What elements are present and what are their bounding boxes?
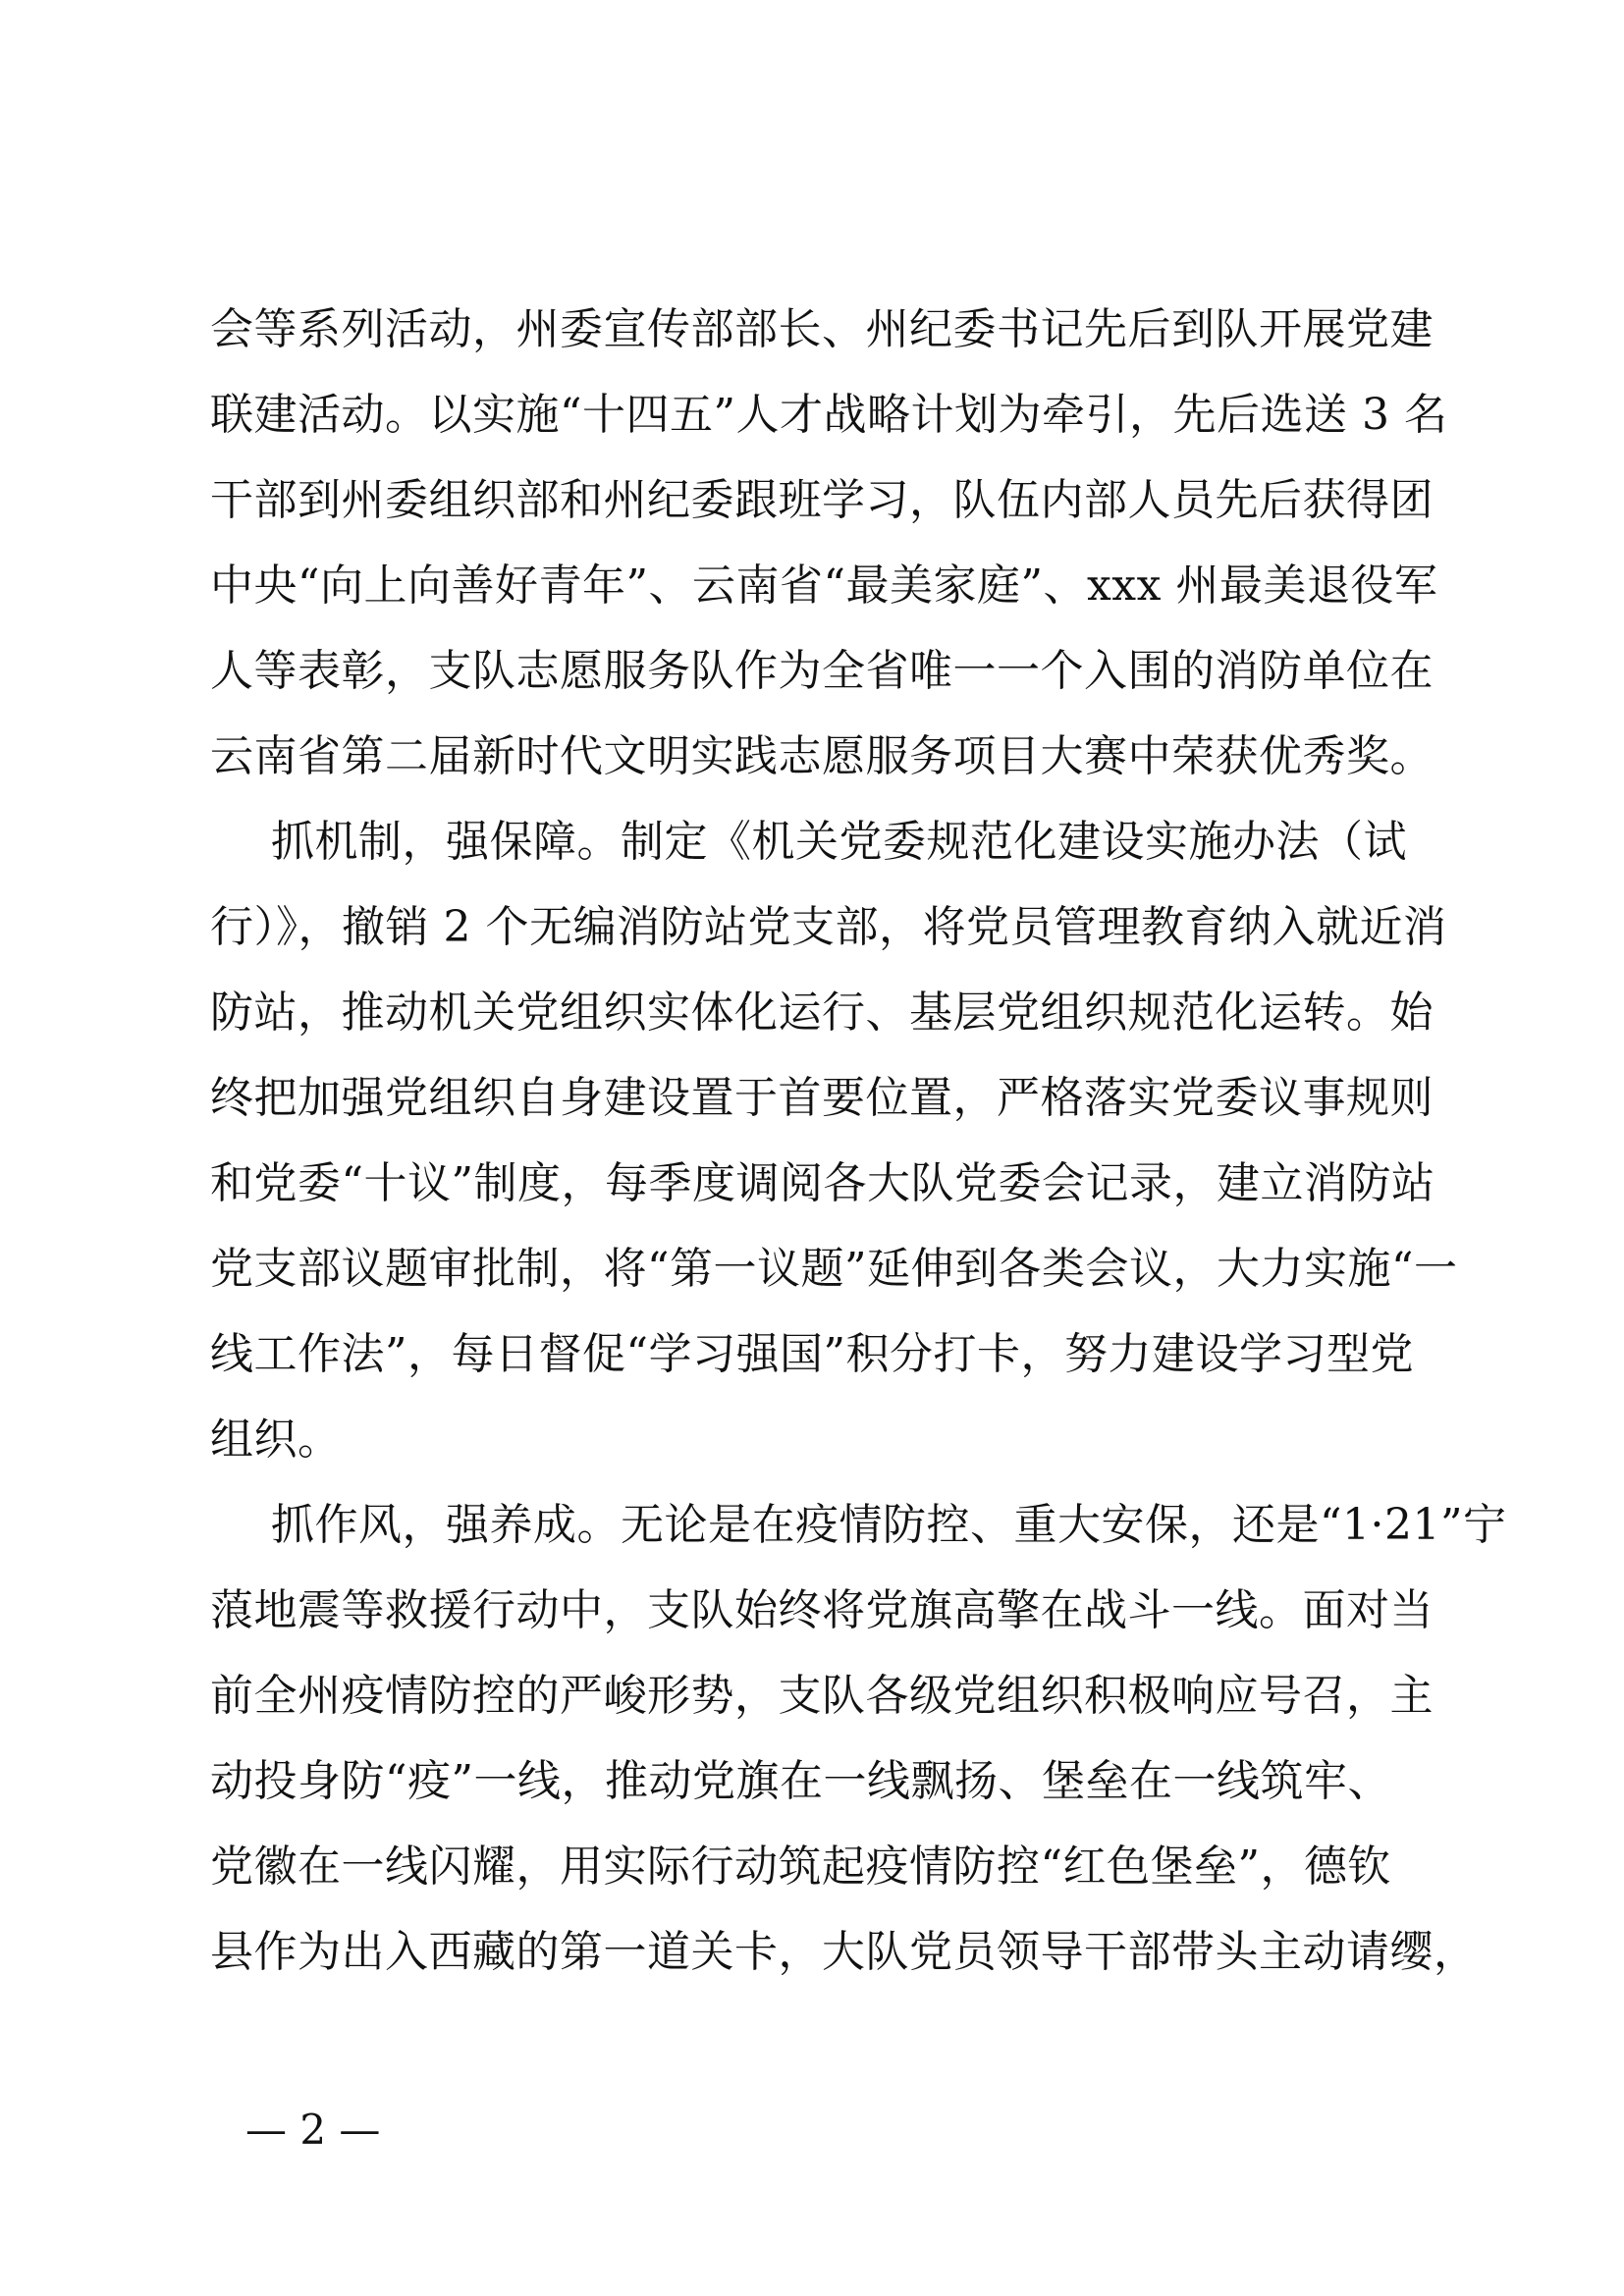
text-line: 会等系列活动，州委宣传部部长、州纪委书记先后到队开展党建	[210, 304, 1434, 354]
paragraph-start-line: 抓作风，强养成。无论是在疫情防控、重大安保，还是“1·21”宁	[271, 1500, 1507, 1550]
paragraph-start-line: 抓机制，强保障。制定《机关党委规范化建设实施办法（试	[271, 817, 1407, 867]
text-line: 党支部议题审批制，将“第一议题”延伸到各类会议，大力实施“一	[210, 1244, 1458, 1294]
text-line: 县作为出入西藏的第一道关卡，大队党员领导干部带头主动请缨，	[210, 1927, 1478, 1977]
text-line: 动投身防“疫”一线，推动党旗在一线飘扬、堡垒在一线筑牢、	[210, 1756, 1391, 1806]
text-line: 中央“向上向善好青年”、云南省“最美家庭”、xxx 州最美退役军	[210, 561, 1438, 611]
text-line: 和党委“十议”制度，每季度调阅各大队党委会记录，建立消防站	[210, 1158, 1435, 1208]
text-line: 线工作法”，每日督促“学习强国”积分打卡，努力建设学习型党	[210, 1329, 1414, 1379]
text-line: 云南省第二届新时代文明实践志愿服务项目大赛中荣获优秀奖。	[210, 731, 1434, 781]
text-line: 人等表彰，支队志愿服务队作为全省唯一一个入围的消防单位在	[210, 646, 1434, 696]
page-number: — 2 —	[245, 2106, 381, 2154]
body-text	[210, 287, 1507, 1995]
text-line: 行）》，撤销 2 个无编消防站党支部，将党员管理教育纳入就近消	[210, 902, 1447, 952]
text-line: 党徽在一线闪耀，用实际行动筑起疫情防控“红色堡垒”，德钦	[210, 1842, 1391, 1892]
text-line: 蒗地震等救援行动中，支队始终将党旗高擎在战斗一线。面对当	[210, 1585, 1434, 1635]
text-line: 干部到州委组织部和州纪委跟班学习，队伍内部人员先后获得团	[210, 475, 1434, 525]
text-line: 组织。	[210, 1415, 342, 1465]
text-line: 防站，推动机关党组织实体化运行、基层党组织规范化运转。始	[210, 988, 1434, 1038]
text-line: 前全州疫情防控的严峻形势，支队各级党组织积极响应号召，主	[210, 1671, 1434, 1721]
text-line: 联建活动。以实施“十四五”人才战略计划为牵引，先后选送 3 名	[210, 390, 1448, 440]
text-line: 终把加强党组织自身建设置于首要位置，严格落实党委议事规则	[210, 1073, 1434, 1123]
